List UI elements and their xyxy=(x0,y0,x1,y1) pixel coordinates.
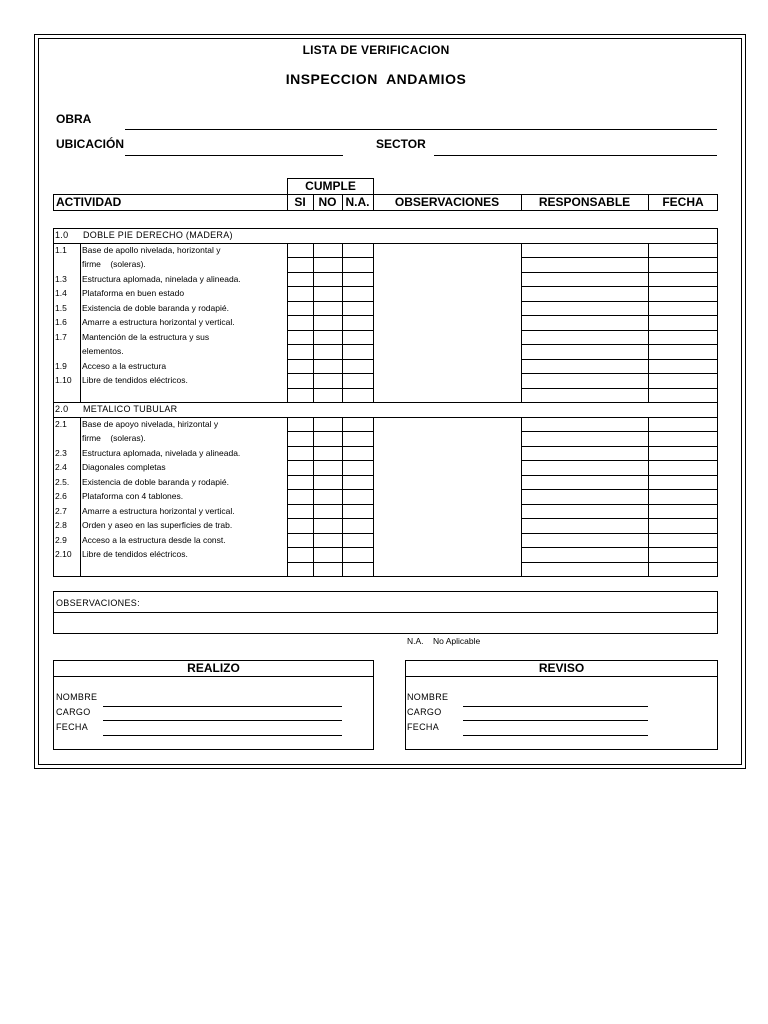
na-header: N.A. xyxy=(345,195,370,209)
responsable-cell[interactable] xyxy=(522,374,648,388)
si-cell[interactable] xyxy=(288,360,313,374)
actividad-header: ACTIVIDAD xyxy=(56,195,122,209)
item-number: 2.9 xyxy=(55,534,67,545)
item-text: Libre de tendidos eléctricos. xyxy=(82,375,188,385)
fecha-cell[interactable] xyxy=(649,345,718,359)
no-cell[interactable] xyxy=(314,476,342,490)
list-title: LISTA DE VERIFICACION xyxy=(302,43,450,57)
si-cell[interactable] xyxy=(288,461,313,475)
na-cell[interactable] xyxy=(343,316,373,330)
item-text: Existencia de doble baranda y rodapié. xyxy=(82,476,229,487)
fecha-cell[interactable] xyxy=(649,534,718,548)
item-text: Diagonales completas xyxy=(82,462,166,472)
si-cell[interactable] xyxy=(288,548,313,562)
item-text: Amarre a estructura horizontal y vertical. xyxy=(82,505,235,516)
na-cell[interactable] xyxy=(343,519,373,533)
no-cell[interactable] xyxy=(314,418,342,432)
si-cell[interactable] xyxy=(288,447,313,461)
realizo-fecha-label: FECHA xyxy=(56,722,89,732)
fecha-cell[interactable] xyxy=(649,302,718,316)
fecha-cell[interactable] xyxy=(649,447,718,461)
fecha-cell[interactable] xyxy=(649,418,718,432)
na-cell[interactable] xyxy=(343,534,373,548)
no-cell[interactable] xyxy=(314,389,342,403)
item-number: 1.1 xyxy=(55,244,67,255)
si-cell[interactable] xyxy=(288,302,313,316)
fecha-cell[interactable] xyxy=(649,374,718,388)
responsable-cell[interactable] xyxy=(522,345,648,359)
no-cell[interactable] xyxy=(314,563,342,577)
si-cell[interactable] xyxy=(288,432,313,446)
realizo-nombre-label: NOMBRE xyxy=(56,692,98,702)
na-cell[interactable] xyxy=(343,287,373,301)
na-cell[interactable] xyxy=(343,447,373,461)
si-cell[interactable] xyxy=(288,331,313,345)
responsable-cell[interactable] xyxy=(522,331,648,345)
item-text: Base de apoyo nivelada, hirizontal y xyxy=(82,418,219,429)
fecha-cell[interactable] xyxy=(649,287,718,301)
no-cell[interactable] xyxy=(314,374,342,388)
no-cell[interactable] xyxy=(314,461,342,475)
no-cell[interactable] xyxy=(314,244,342,258)
na-cell[interactable] xyxy=(343,418,373,432)
responsable-cell[interactable] xyxy=(522,360,648,374)
reviso-fecha-label: FECHA xyxy=(407,722,440,732)
na-cell[interactable] xyxy=(343,258,373,272)
si-cell[interactable] xyxy=(288,534,313,548)
na-cell[interactable] xyxy=(343,345,373,359)
item-text: Libre de tendidos eléctricos. xyxy=(82,549,188,559)
no-cell[interactable] xyxy=(314,316,342,330)
no-cell[interactable] xyxy=(314,345,342,359)
fecha-cell[interactable] xyxy=(649,432,718,446)
no-cell[interactable] xyxy=(314,447,342,461)
responsable-cell[interactable] xyxy=(522,273,648,287)
fecha-cell[interactable] xyxy=(649,548,718,562)
realizo-cargo-field[interactable] xyxy=(103,720,342,721)
observaciones-input[interactable] xyxy=(54,613,717,633)
item-number: 1.3 xyxy=(55,273,67,284)
reviso-cargo-label: CARGO xyxy=(407,707,442,717)
observaciones-header: OBSERVACIONES xyxy=(394,195,500,209)
fecha-cell[interactable] xyxy=(649,316,718,330)
responsable-cell[interactable] xyxy=(522,244,648,258)
item-text: firme (soleras). xyxy=(82,259,146,269)
responsable-cell[interactable] xyxy=(522,302,648,316)
reviso-title: REVISO xyxy=(538,661,585,675)
item-text: Amarre a estructura horizontal y vertical. xyxy=(82,317,235,327)
si-cell[interactable] xyxy=(288,490,313,504)
responsable-cell[interactable] xyxy=(522,490,648,504)
item-text: Orden y aseo en las superficies de trab. xyxy=(82,520,233,530)
na-cell[interactable] xyxy=(343,244,373,258)
no-cell[interactable] xyxy=(314,331,342,345)
si-cell[interactable] xyxy=(288,389,313,403)
item-text: Estructura aplomada, nivelada y alineada. xyxy=(82,447,241,458)
item-text: firme (soleras). xyxy=(82,433,146,443)
item-number: 1.10 xyxy=(55,375,72,385)
si-header: SI xyxy=(294,195,306,209)
responsable-cell[interactable] xyxy=(522,519,648,533)
si-cell[interactable] xyxy=(288,505,313,519)
item-text: Mantención de la estructura y sus xyxy=(82,331,210,342)
item-number: 2.1 xyxy=(55,418,67,429)
item-number: 1.7 xyxy=(55,331,67,342)
na-cell[interactable] xyxy=(343,273,373,287)
si-cell[interactable] xyxy=(288,316,313,330)
fecha-cell[interactable] xyxy=(649,244,718,258)
si-cell[interactable] xyxy=(288,519,313,533)
na-cell[interactable] xyxy=(343,331,373,345)
na-cell[interactable] xyxy=(343,432,373,446)
si-cell[interactable] xyxy=(288,287,313,301)
no-header: NO xyxy=(318,195,337,209)
section-number: 1.0 xyxy=(55,229,69,240)
fecha-cell[interactable] xyxy=(649,519,718,533)
item-number: 2.3 xyxy=(55,447,67,458)
fecha-cell[interactable] xyxy=(649,258,718,272)
item-number: 2.5. xyxy=(55,476,70,487)
no-cell[interactable] xyxy=(314,287,342,301)
item-number: 2.7 xyxy=(55,505,67,516)
fecha-cell[interactable] xyxy=(649,476,718,490)
reviso-fecha-field[interactable] xyxy=(463,735,648,736)
no-cell[interactable] xyxy=(314,519,342,533)
item-number: 1.9 xyxy=(55,360,67,371)
realizo-title: REALIZO xyxy=(187,661,240,675)
reviso-cargo-field[interactable] xyxy=(463,720,648,721)
na-cell[interactable] xyxy=(343,302,373,316)
reviso-nombre-label: NOMBRE xyxy=(407,692,449,702)
responsable-cell[interactable] xyxy=(522,287,648,301)
item-text: elementos. xyxy=(82,346,124,356)
no-cell[interactable] xyxy=(314,302,342,316)
item-number: 2.6 xyxy=(55,491,67,501)
item-text: Acceso a la estructura desde la const. xyxy=(82,534,226,545)
fecha-cell[interactable] xyxy=(649,389,718,403)
fecha-cell[interactable] xyxy=(649,505,718,519)
responsable-cell[interactable] xyxy=(522,418,648,432)
fecha-cell[interactable] xyxy=(649,331,718,345)
observaciones-label: OBSERVACIONES: xyxy=(56,598,140,608)
responsable-cell[interactable] xyxy=(522,447,648,461)
no-cell[interactable] xyxy=(314,548,342,562)
si-cell[interactable] xyxy=(288,476,313,490)
no-cell[interactable] xyxy=(314,534,342,548)
fecha-cell[interactable] xyxy=(649,273,718,287)
ubicacion-field[interactable] xyxy=(125,155,343,156)
section-title: METALICO TUBULAR xyxy=(83,403,178,414)
item-text: Acceso a la estructura xyxy=(82,360,167,371)
item-number: 2.8 xyxy=(55,520,67,530)
si-cell[interactable] xyxy=(288,563,313,577)
na-cell[interactable] xyxy=(343,461,373,475)
section-observaciones-cell[interactable] xyxy=(374,418,521,577)
responsable-cell[interactable] xyxy=(522,258,648,272)
fecha-cell[interactable] xyxy=(649,461,718,475)
responsable-cell[interactable] xyxy=(522,534,648,548)
item-number: 1.6 xyxy=(55,317,67,327)
na-cell[interactable] xyxy=(343,360,373,374)
fecha-cell[interactable] xyxy=(649,360,718,374)
si-cell[interactable] xyxy=(288,244,313,258)
section-observaciones-cell[interactable] xyxy=(374,244,521,403)
item-text: Existencia de doble baranda y rodapié. xyxy=(82,302,229,313)
no-cell[interactable] xyxy=(314,258,342,272)
realizo-fecha-field[interactable] xyxy=(103,735,342,736)
realizo-cargo-label: CARGO xyxy=(56,707,91,717)
responsable-cell[interactable] xyxy=(522,389,648,403)
responsable-header: RESPONSABLE xyxy=(538,195,631,209)
no-cell[interactable] xyxy=(314,490,342,504)
item-number: 2.4 xyxy=(55,462,67,472)
item-number: 1.4 xyxy=(55,288,67,298)
na-cell[interactable] xyxy=(343,389,373,403)
na-cell[interactable] xyxy=(343,548,373,562)
reviso-nombre-field[interactable] xyxy=(463,706,648,707)
responsable-cell[interactable] xyxy=(522,563,648,577)
si-cell[interactable] xyxy=(288,418,313,432)
responsable-cell[interactable] xyxy=(522,476,648,490)
item-text: Estructura aplomada, ninelada y alineada. xyxy=(82,273,241,284)
responsable-cell[interactable] xyxy=(522,548,648,562)
fecha-cell[interactable] xyxy=(649,490,718,504)
item-number: 1.5 xyxy=(55,302,67,313)
na-cell[interactable] xyxy=(343,476,373,490)
si-cell[interactable] xyxy=(288,258,313,272)
fecha-cell[interactable] xyxy=(649,563,718,577)
realizo-nombre-field[interactable] xyxy=(103,706,342,707)
sector-label: SECTOR xyxy=(376,137,426,151)
no-cell[interactable] xyxy=(314,432,342,446)
no-cell[interactable] xyxy=(314,505,342,519)
responsable-cell[interactable] xyxy=(522,432,648,446)
obra-field[interactable] xyxy=(125,129,717,130)
si-cell[interactable] xyxy=(288,345,313,359)
responsable-cell[interactable] xyxy=(522,461,648,475)
item-text: Base de apollo nivelada, horizontal y xyxy=(82,244,221,255)
na-cell[interactable] xyxy=(343,563,373,577)
no-cell[interactable] xyxy=(314,273,342,287)
fecha-header: FECHA xyxy=(662,195,704,209)
si-cell[interactable] xyxy=(288,374,313,388)
na-cell[interactable] xyxy=(343,374,373,388)
item-text: Plataforma con 4 tablones. xyxy=(82,491,184,501)
form-title: INSPECCION ANDAMIOS xyxy=(285,71,467,87)
sector-field[interactable] xyxy=(434,155,717,156)
obra-label: OBRA xyxy=(56,112,92,126)
na-cell[interactable] xyxy=(343,490,373,504)
section-number: 2.0 xyxy=(55,403,69,414)
si-cell[interactable] xyxy=(288,273,313,287)
responsable-cell[interactable] xyxy=(522,505,648,519)
item-number: 2.10 xyxy=(55,549,72,559)
na-note: N.A. No Aplicable xyxy=(407,636,481,646)
no-cell[interactable] xyxy=(314,360,342,374)
section-title: DOBLE PIE DERECHO (MADERA) xyxy=(83,229,233,240)
na-cell[interactable] xyxy=(343,505,373,519)
ubicacion-label: UBICACIÓN xyxy=(56,137,124,151)
item-text: Plataforma en buen estado xyxy=(82,288,185,298)
cumple-header: CUMPLE xyxy=(305,179,356,193)
responsable-cell[interactable] xyxy=(522,316,648,330)
